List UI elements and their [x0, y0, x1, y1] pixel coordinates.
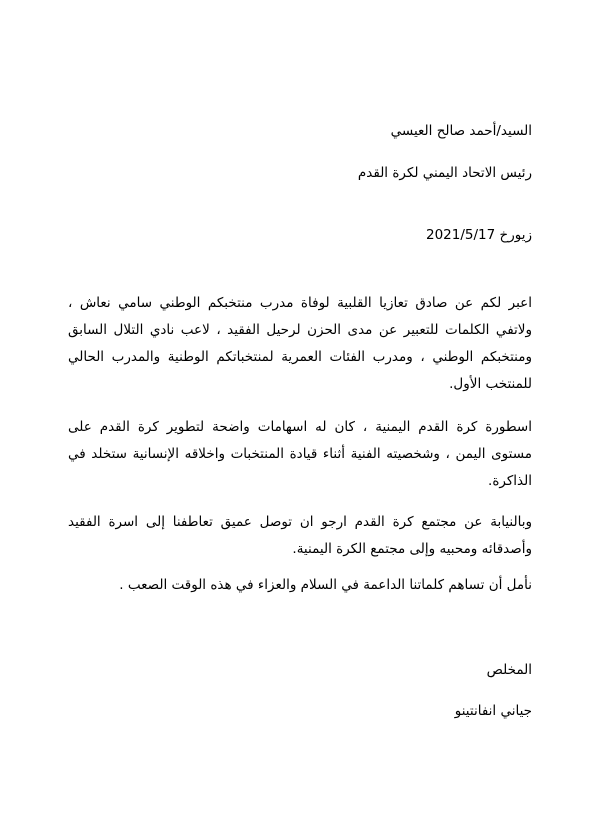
paragraph-legacy: اسطورة كرة القدم اليمنية ، كان له اسهامات واضحة لتطوير كرة القدم على مستوى اليمن ، وشخصيته الفنية أثناء قيادة المنتخبات واخلاقه الإنسانية ستخلد في الذاكرة. — [68, 419, 532, 489]
paragraph-condolence: اعبر لكم عن صادق تعازيا القلبية لوفاة مدرب منتخبكم الوطني سامي نعاش ، ولاتفي الكلمات للتعبير عن مدى الحزن لرحيل الفقيد ، لاعب نادي التلال السابق ومنتخبكم الوطني ، ومدرب الفئات العمرية لمنتخباتكم الوطنية والمدرب الحالي للمنتخب الأول. — [68, 295, 532, 392]
paragraph-sympathy: وبالنيابة عن مجتمع كرة القدم ارجو ان توصل عميق تعاطفنا إلى اسرة الفقيد وأصدقائه ومحبيه وإلى مجتمع الكرة اليمنية. — [68, 514, 532, 557]
paragraph-hope: نأمل أن تساهم كلماتنا الداعمة في السلام والعزاء في هذه الوقت الصعب . — [119, 577, 532, 593]
signer-name: جياني انفانتينو — [454, 703, 532, 719]
addressee-title: رئيس الاتحاد اليمني لكرة القدم — [357, 165, 532, 181]
closing-line: المخلص — [486, 662, 532, 678]
letter-date: زيورخ 2021/5/17 — [425, 227, 532, 243]
addressee-name: السيد/أحمد صالح العيسي — [390, 123, 532, 139]
